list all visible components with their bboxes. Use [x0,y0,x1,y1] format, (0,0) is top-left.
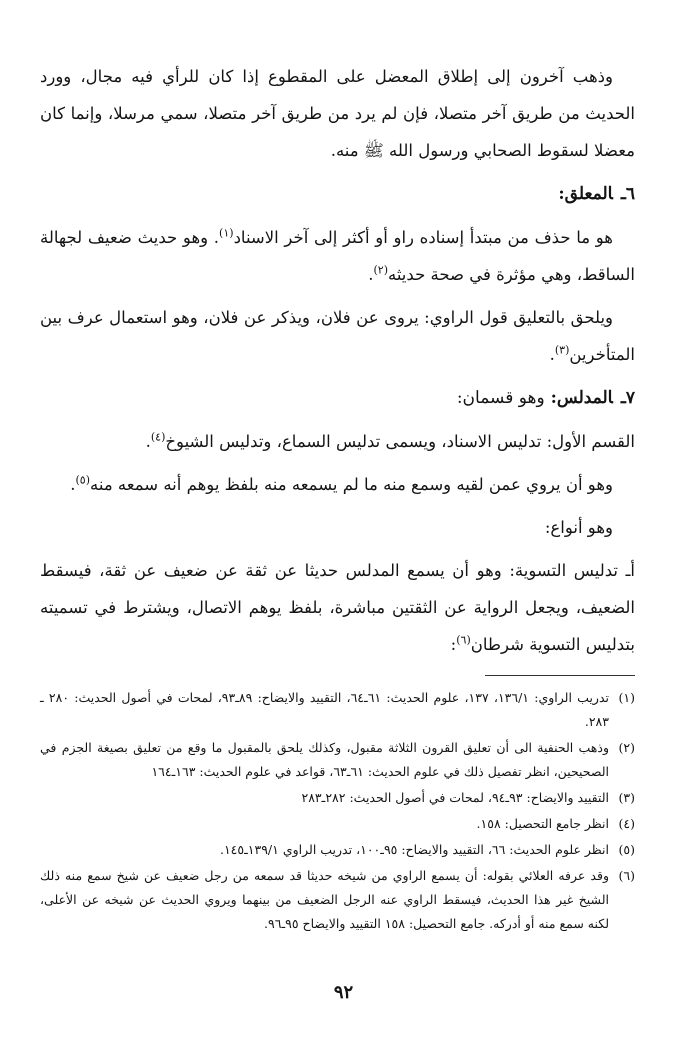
heading-title: المدلس: [550,388,613,408]
footnote [40,838,635,862]
footnote-text: تدريب الراوي: ١٣٦/١، ١٣٧، علوم الحديث: ٦١ـ٦٤، التقييد والايضاح: ٨٩ـ٩٣، لمحات في أصول الحديث: ٢٨٠ ـ ٢٨٣. [40,690,609,729]
footnote [40,864,635,936]
footnote-text: انظر علوم الحديث: ٦٦، التقييد والايضاح: ٩٥ـ١٠٠، تدريب الراوي ١٣٩/١ـ١٤٥. [219,842,609,857]
paragraph-tadlis-taswiya [40,552,635,663]
footnote-ref-6[interactable]: (٦) [456,633,471,647]
footnote-ref-4[interactable]: (٤) [150,430,166,444]
footnote-number: (٣) [618,790,635,805]
text-run: أـ تدليس التسوية: وهو أن يسمع المدلس حديثا عن ثقة عن ضعيف عن ثقة، فيسقط الضعيف، ويجعل الرواية عن الثقتين مباشرة، بلفظ يوهم الاتصال، ويشترط في تسميته بتدليس التسوية شرطان [40,561,635,654]
paragraph-types-intro: وهو أنواع: [544,518,613,537]
paragraph-tadlis-definition [40,466,635,503]
footnote-text: التقييد والايضاح: ٩٣ـ٩٤، لمحات في أصول الحديث: ٢٨٢ـ٢٨٣ [301,790,609,805]
heading-subtitle: وهو قسمان: [456,388,545,408]
text-run: . [368,265,374,284]
footnote [40,686,635,734]
book-page [40,58,635,938]
footnotes-section [40,686,635,936]
text-run: . [549,345,555,364]
paragraph-muallaq-definition [40,219,635,293]
heading-number: ٧ـ [620,388,635,408]
text-run: . [70,475,76,494]
footnote-ref-3[interactable]: (٣) [554,343,570,357]
text-run: : [450,635,457,654]
footnote-number: (٦) [618,868,635,883]
paragraph-taliq-usage [40,299,635,373]
footnote-ref-1[interactable]: (١) [219,226,234,240]
footnote [40,812,635,836]
paragraph-mudal-definition: وذهب آخرون إلى إطلاق المعضل على المقطوع إذا كان للرأي فيه مجال، وورد الحديث من طريق آخر متصلا، فإن لم يرد من طريق آخر متصلا، سمي مرسلا، وإنما كان معضلا لسقوط الصحابي ورسول الله ﷺ منه. [40,67,635,160]
paragraph-first-type [40,423,635,460]
footnote-text: انظر جامع التحصيل: ١٥٨. [476,816,609,831]
page-number: ٩٢ [333,982,354,1003]
heading-muallaq [40,175,635,213]
footnote-ref-2[interactable]: (٢) [373,263,388,277]
footnote-number: (٥) [618,842,635,857]
text-run: هو ما حذف من مبتدأ إسناده راو أو أكثر إلى آخر الاسناد [233,228,613,247]
footnote [40,786,635,810]
text-run: القسم الأول: تدليس الاسناد، ويسمى تدليس السماع، وتدليس الشيوخ [165,432,635,451]
footnote-text: وذهب الحنفية الى أن تعليق القرون الثلاثة مقبول، وكذلك يلحق بالمقبول ما وقع من تعليق بصيغة الجزم في الصحيحين، انظر تفصيل ذلك في علوم الحديث: ٦١ـ٦٣، قواعد في علوم الحديث: ١٦٣ـ١٦٤ [40,740,609,779]
footnote [40,736,635,784]
heading-number: ٦ـ [620,184,635,204]
footnote-ref-5[interactable]: (٥) [75,473,91,487]
footnote-number: (٢) [618,740,635,755]
text-run: . وهو حديث ضعيف لجهالة الساقط، وهي مؤثرة في صحة حديثه [40,228,635,284]
text-run: . [145,432,151,451]
heading-title: المعلق: [558,184,613,204]
text-run: ويلحق بالتعليق قول الراوي: يروى عن فلان، ويذكر عن فلان، وهو استعمال عرف بين المتأخرين [40,308,635,364]
footnote-divider [485,675,635,676]
footnote-text: وقد عرفه العلائي بقوله: أن يسمع الراوي من شيخه حديثا قد سمعه من رجل ضعيف عن شيخ سمع منه ذلك الشيخ غير هذا الحديث، فيسقط الراوي عنه الرجل الضعيف من بينهما ويروي الحديث عن شيخه عن الأعلى، لكنه سمع منه أو أدركه. جامع التحصيل: ١٥٨ التقييد والايضاح ٩٥ـ٩٦. [40,868,609,931]
text-run: وهو أن يروي عمن لقيه وسمع منه ما لم يسمعه منه بلفظ يوهم أنه سمعه منه [90,475,613,494]
footnote-number: (١) [618,690,635,705]
footnote-number: (٤) [618,816,635,831]
heading-mudallas [40,379,635,417]
